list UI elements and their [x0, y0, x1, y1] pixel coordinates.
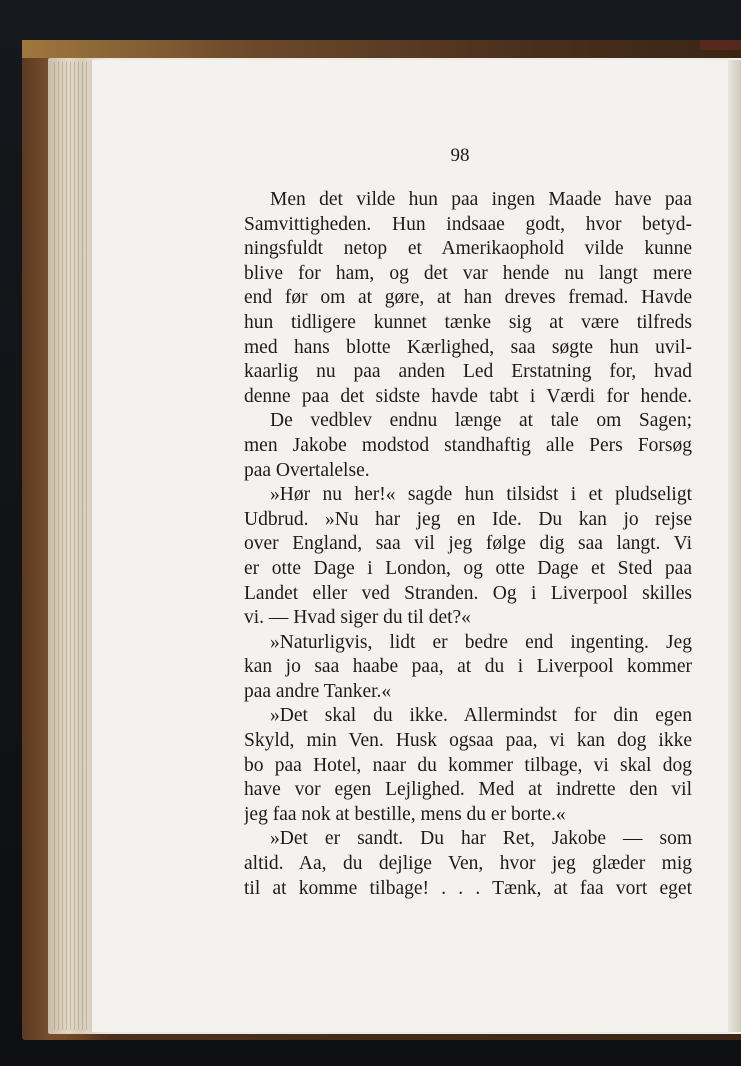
text-line: bo paa Hotel, naar du kommer tilbage, vi skal dog	[244, 754, 692, 776]
text-line: blive for ham, og det var hende nu langt mere	[244, 262, 692, 284]
text-line: »Hør nu her!« sagde hun tilsidst i et pludseligt	[270, 484, 692, 506]
text-line: end før om at gøre, at han dreves fremad. Havde	[244, 287, 692, 309]
body-text	[244, 188, 692, 901]
text-line: »Det skal du ikke. Allermindst for din egen	[270, 705, 692, 727]
text-line: denne paa det sidste havde tabt i Værdi for hende.	[244, 385, 692, 407]
text-line: Skyld, min Ven. Husk ogsaa paa, vi kan dog ikke	[244, 730, 692, 752]
text-line: kaarlig nu paa anden Led Erstatning for, hvad	[244, 361, 692, 383]
text-line: De vedblev endnu længe at tale om Sagen;	[270, 410, 692, 432]
text-line: »Naturligvis, lidt er bedre end ingenting. Jeg	[270, 631, 692, 653]
text-line: Landet eller ved Stranden. Og i Liverpool skilles	[244, 582, 692, 604]
text-line: Men det vilde hun paa ingen Maade have paa	[270, 189, 692, 210]
text-line: hun tidligere kunnet tænke sig at være tilfreds	[244, 311, 692, 333]
text-line: til at komme tilbage! . . . Tænk, at faa vort eget	[244, 877, 692, 899]
cover-top-edge	[22, 40, 741, 58]
text-line: jeg faa nok at bestille, mens du er borte.«	[244, 803, 566, 825]
text-line: ningsfuldt netop et Amerikaophold vilde kunne	[244, 238, 692, 260]
text-line: paa Overtalelse.	[244, 459, 370, 481]
text-line: paa andre Tanker.«	[244, 680, 392, 702]
text-line: men Jakobe modstod standhaftig alle Pers Forsøg	[244, 434, 692, 456]
text-line: altid. Aa, du dejlige Ven, hvor jeg glæder mig	[244, 853, 692, 875]
text-line: vi. — Hvad siger du til det?«	[244, 607, 471, 629]
text-line: »Det er sandt. Du har Ret, Jakobe — som	[270, 828, 692, 850]
text-line: Udbrud. »Nu har jeg en Ide. Du kan jo rejse	[244, 508, 692, 530]
page-fore-edge	[54, 62, 90, 1030]
text-line: med hans blotte Kærlighed, saa søgte hun uvil-	[244, 336, 692, 358]
text-line: kan jo saa haabe paa, at du i Liverpool kommer	[244, 656, 692, 678]
page-right-edge	[728, 60, 741, 1032]
cover-corner	[700, 40, 741, 50]
text-line: have vor egen Lejlighed. Med at indrette den vil	[244, 779, 692, 801]
text-line: er otte Dage i London, og otte Dage et Sted paa	[244, 557, 692, 579]
page-number: 98	[450, 145, 470, 166]
text-line: Samvittigheden. Hun indsaae godt, hvor betyd-	[244, 213, 692, 235]
text-line: over England, saa vil jeg følge dig saa langt. Vi	[244, 533, 692, 555]
